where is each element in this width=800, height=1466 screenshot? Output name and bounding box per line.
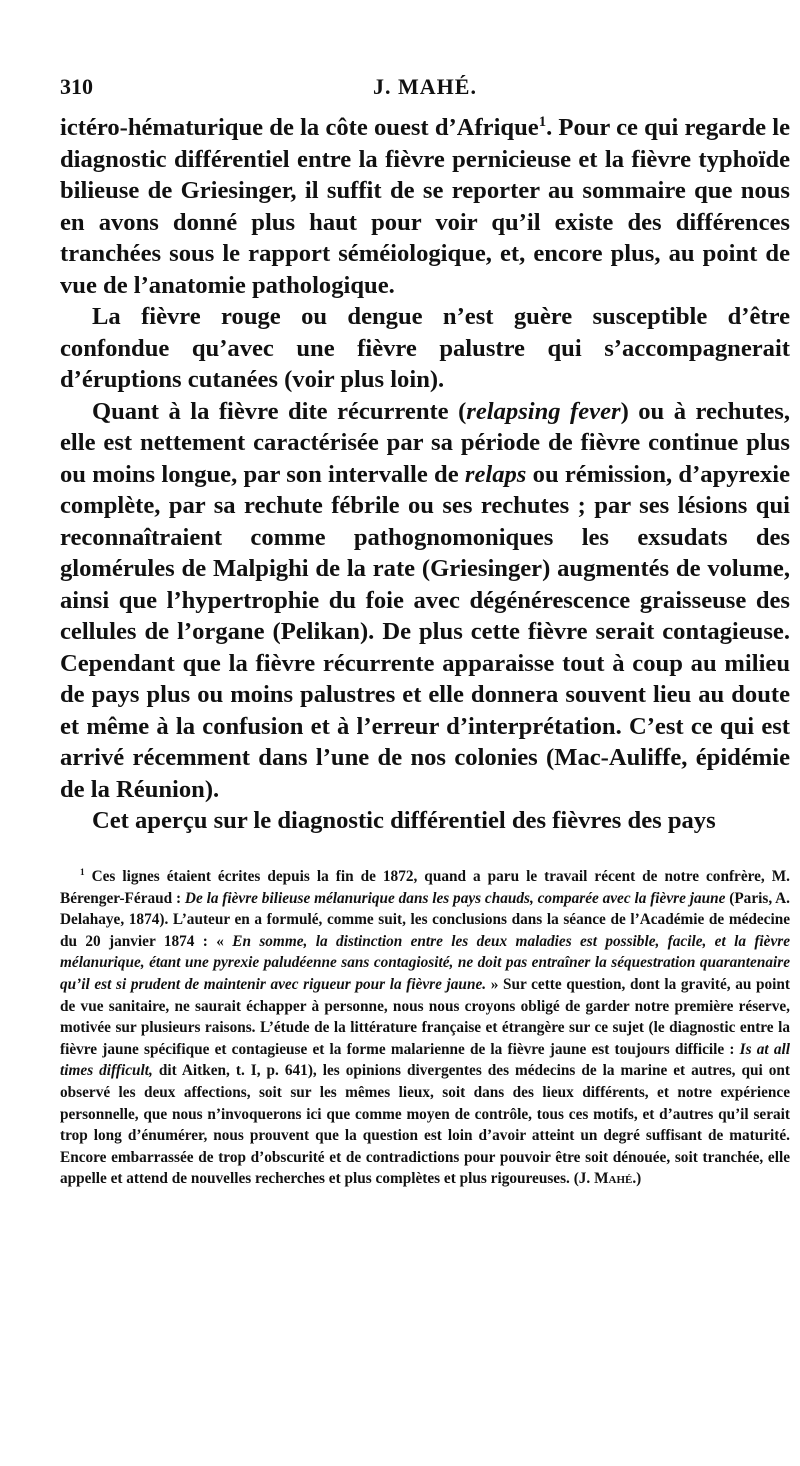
footnote-text-1: Ces lignes étaient écrites depuis la fin de 1872, quand a paru le travail récent de notre confrère, M. Bérenger-Féraud : bbox=[60, 868, 790, 907]
footnote-text-4: dit Aitken, t. I, p. 641), les opinions divergentes des médecins de la marine et autres, qui ont observé les deux affections, soit sur les mêmes lieux, soit dans des lieux différents, et notre expérience personnelle, que nous n’invoquerons ici que comme moyen de contrôle, tous ces motifs, et d’autres qu’il serait trop long d’énumérer, nous prouvent que la question est loin d’avoir atteint un degré suffisant de maturité. Encore embarrassée de trop d’obscurité et de contradictions pour pouvoir être soit dénouée, soit tranchée, elle appelle et attend de nouvelles recherches et plus complètes et plus rigoureuses. bbox=[60, 1062, 790, 1188]
footnote-italic-aitken: Is at all times difficult, bbox=[60, 1040, 790, 1080]
paragraph-4: Cet aperçu sur le diagnostic différentiel des fièvres des pays bbox=[92, 807, 716, 834]
paragraph-1-text-a: ictéro-hématurique de la côte ouest d’Afrique bbox=[60, 114, 539, 141]
page-number: 310 bbox=[60, 74, 93, 99]
footnote-signature: (J. Mahé.) bbox=[573, 1170, 642, 1188]
paragraph-1-text-b: . Pour ce qui regarde le diagnostic différentiel entre la fièvre pernicieuse et la fièvre typhoïde bilieuse de Griesinger, il suffit de se reporter au sommaire que nous en avons donné plus haut pour voir qu’il existe des différences tranchées sous le rapport séméiologique, et, encore plus, au point de vue de l’anatomie pathologique. bbox=[60, 114, 791, 299]
running-head: J. MAHÉ. bbox=[373, 74, 477, 99]
paragraph-3-italic-relapsing-fever: relapsing fever bbox=[466, 397, 621, 425]
footnote-italic-quote: En somme, la distinction entre les deux maladies est possible, facile, et la fièvre mélanurique, étant une pyrexie paludéenne sans contagiosité, ne doit pas entraîner la séquestration quarantenaire qu’il est si prudent de maintenir avec rigueur pour la fièvre jaune. bbox=[60, 932, 790, 993]
footnote-paragraph bbox=[60, 866, 790, 1190]
footnote bbox=[60, 866, 790, 1190]
paragraph-3-text-a: Quant à la fièvre dite récurrente ( bbox=[92, 397, 467, 425]
footnote-reference: 1 bbox=[538, 113, 547, 130]
main-text bbox=[60, 112, 790, 837]
paragraph-3-text-c: ou rémission, d’apyrexie complète, par sa rechute fébrile ou ses rechutes ; par ses lésions qui reconnaîtraient comme pathognomoniques les exsudats des glomérules de Malpighi de la rate (Griesinger) augmentés de volume, ainsi que l’hypertrophie du foie avec dégénérescence graisseuse des cellules de l’organe (Pelikan). De plus cette fièvre serait contagieuse. Cependant que la fièvre récurrente apparaisse tout à coup au milieu de pays plus ou moins palustres et elle donnera souvent lieu au doute et même à la confusion et à l’erreur d’interprétation. C’est ce qui est arrivé récemment dans l’une de nos colonies (Mac-Auliffe, épidémie de la Réunion). bbox=[60, 460, 790, 803]
paragraph-3 bbox=[60, 396, 790, 806]
footnote-marker: 1 bbox=[80, 866, 85, 877]
page-header bbox=[60, 72, 790, 108]
footnote-text-3: » Sur cette question, dont la gravité, au point de vue sanitaire, ne saurait échapper à personne, nous nous croyons obligé de garder notre première réserve, motivée sur plusieurs raisons. L’étude de la littérature française et étrangère sur ce sujet (le diagnostic entre la fièvre jaune spécifique et contagieuse et la forme malarienne de la fièvre jaune est toujours difficile : bbox=[60, 975, 791, 1058]
footnote-text-2: (Paris, A. Delahaye, 1874). L’auteur en a formulé, comme suit, les conclusions dans la séance de l’Académie de médecine du 20 janvier 1874 : « bbox=[60, 889, 790, 950]
paragraph-1 bbox=[60, 112, 790, 301]
footnote-italic-title: De la fièvre bilieuse mélanurique dans les pays chauds, comparée avec la fièvre jaune bbox=[184, 889, 726, 907]
paragraph-3-text-b: ) ou à rechutes, elle est nettement caractérisée par sa période de fièvre continue plus ou moins longue, par son intervalle de bbox=[60, 397, 790, 488]
paragraph-3-italic-relaps: relaps bbox=[464, 460, 527, 488]
paragraph-2: La fièvre rouge ou dengue n’est guère susceptible d’être confondue qu’avec une fièvre palustre qui s’accompagnerait d’éruptions cutanées (voir plus loin). bbox=[60, 303, 790, 393]
